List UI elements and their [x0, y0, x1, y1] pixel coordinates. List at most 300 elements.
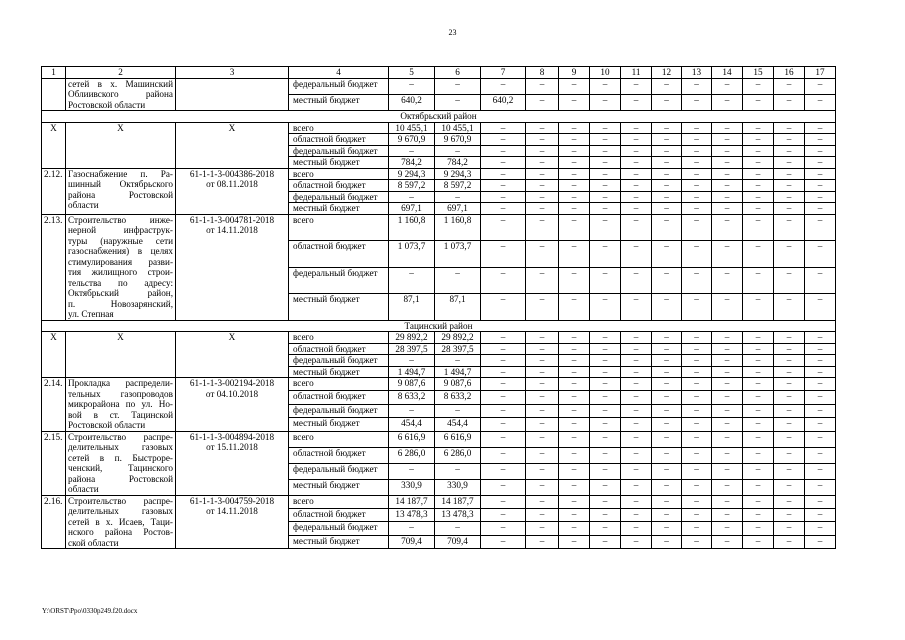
- dash-cell: –: [559, 495, 590, 508]
- dash-cell: –: [743, 479, 774, 495]
- dash-cell: –: [805, 418, 836, 431]
- value-cell: 29 892,2: [389, 332, 435, 344]
- dash-cell: –: [805, 180, 836, 192]
- dash-cell: –: [621, 294, 652, 321]
- dash-cell: –: [774, 508, 805, 521]
- value-cell: 454,4: [389, 418, 435, 431]
- dash-cell: –: [652, 94, 682, 110]
- dash-cell: –: [682, 214, 712, 241]
- item-name: [66, 431, 176, 495]
- dash-cell: –: [621, 332, 652, 344]
- dash-cell: –: [774, 145, 805, 157]
- item-name-line: туры (наружные сети: [68, 235, 173, 246]
- dash-cell: –: [621, 267, 652, 294]
- item-code: [176, 431, 289, 495]
- dash-cell: –: [805, 378, 836, 391]
- value-cell: 709,4: [435, 535, 481, 548]
- dash-cell: –: [590, 431, 621, 447]
- value-cell: –: [481, 332, 526, 344]
- item-name-line: тельства по адресу:: [68, 277, 173, 288]
- dash-cell: –: [743, 134, 774, 146]
- dash-cell: –: [743, 495, 774, 508]
- dash-cell: –: [621, 378, 652, 391]
- dash-cell: –: [621, 214, 652, 241]
- dash-cell: –: [805, 391, 836, 404]
- dash-cell: –: [526, 522, 559, 535]
- column-header: 6: [435, 67, 481, 79]
- column-header: 12: [652, 67, 682, 79]
- dash-cell: –: [682, 94, 712, 110]
- value-cell: –: [481, 122, 526, 134]
- value-cell: –: [435, 191, 481, 203]
- dash-cell: –: [805, 214, 836, 241]
- dash-cell: –: [774, 168, 805, 180]
- dash-cell: –: [805, 134, 836, 146]
- dash-cell: –: [652, 495, 682, 508]
- table-row: [42, 495, 836, 508]
- value-cell: –: [481, 157, 526, 169]
- value-cell: –: [481, 447, 526, 463]
- item-number: 2.15.: [42, 431, 66, 495]
- dash-cell: –: [743, 168, 774, 180]
- dash-cell: –: [559, 267, 590, 294]
- dash-cell: –: [712, 404, 743, 417]
- dash-cell: –: [712, 214, 743, 241]
- column-header: 17: [805, 67, 836, 79]
- value-cell: –: [389, 404, 435, 417]
- dash-cell: –: [526, 122, 559, 134]
- dash-cell: –: [590, 94, 621, 110]
- dash-cell: –: [712, 78, 743, 94]
- value-cell: 784,2: [389, 157, 435, 169]
- budget-type: областной бюджет: [289, 134, 389, 146]
- dash-cell: –: [743, 508, 774, 521]
- item-name-line: тельных газопроводов: [68, 388, 173, 399]
- value-cell: 640,2: [389, 94, 435, 110]
- dash-cell: –: [559, 508, 590, 521]
- dash-cell: –: [526, 94, 559, 110]
- budget-type: всего: [289, 214, 389, 241]
- dash-cell: –: [590, 241, 621, 268]
- dash-cell: –: [743, 378, 774, 391]
- x-cell: Х: [66, 332, 176, 378]
- item-name-line: Облиивского района: [68, 89, 173, 99]
- column-header: 14: [712, 67, 743, 79]
- dash-cell: –: [743, 343, 774, 355]
- column-header: 8: [526, 67, 559, 79]
- dash-cell: –: [682, 343, 712, 355]
- table-body: [42, 67, 836, 549]
- dash-cell: –: [712, 431, 743, 447]
- dash-cell: –: [526, 495, 559, 508]
- dash-cell: –: [526, 463, 559, 479]
- dash-cell: –: [526, 508, 559, 521]
- budget-type: областной бюджет: [289, 391, 389, 404]
- dash-cell: –: [559, 134, 590, 146]
- dash-cell: –: [682, 418, 712, 431]
- item-code: [176, 378, 289, 432]
- dash-cell: –: [652, 267, 682, 294]
- dash-cell: –: [621, 535, 652, 548]
- dash-cell: –: [526, 241, 559, 268]
- budget-type: областной бюджет: [289, 343, 389, 355]
- budget-type: местный бюджет: [289, 418, 389, 431]
- column-header: 5: [389, 67, 435, 79]
- item-name-line: п. Новозарянский,: [68, 298, 173, 309]
- dash-cell: –: [774, 191, 805, 203]
- item-name-line: Прокладка распредели-: [68, 378, 173, 388]
- table-row: [42, 378, 836, 391]
- dash-cell: –: [590, 378, 621, 391]
- budget-type: местный бюджет: [289, 203, 389, 215]
- value-cell: –: [481, 168, 526, 180]
- budget-type: всего: [289, 431, 389, 447]
- value-cell: 784,2: [435, 157, 481, 169]
- budget-type: федеральный бюджет: [289, 191, 389, 203]
- dash-cell: –: [590, 134, 621, 146]
- value-cell: 10 455,1: [435, 122, 481, 134]
- budget-type: федеральный бюджет: [289, 463, 389, 479]
- dash-cell: –: [682, 431, 712, 447]
- dash-cell: –: [805, 447, 836, 463]
- value-cell: –: [481, 134, 526, 146]
- dash-cell: –: [621, 191, 652, 203]
- dash-cell: –: [712, 180, 743, 192]
- dash-cell: –: [712, 522, 743, 535]
- dash-cell: –: [712, 343, 743, 355]
- dash-cell: –: [621, 122, 652, 134]
- dash-cell: –: [805, 343, 836, 355]
- dash-cell: –: [652, 294, 682, 321]
- dash-cell: –: [774, 366, 805, 378]
- value-cell: –: [481, 404, 526, 417]
- dash-cell: –: [652, 180, 682, 192]
- dash-cell: –: [774, 378, 805, 391]
- dash-cell: –: [621, 391, 652, 404]
- value-cell: –: [435, 355, 481, 367]
- dash-cell: –: [682, 203, 712, 215]
- dash-cell: –: [774, 241, 805, 268]
- dash-cell: –: [774, 332, 805, 344]
- dash-cell: –: [712, 168, 743, 180]
- value-cell: 8 597,2: [435, 180, 481, 192]
- dash-cell: –: [526, 355, 559, 367]
- dash-cell: –: [682, 495, 712, 508]
- item-name-line: газоснабжения) в целях: [68, 246, 173, 256]
- item-name-line: Строительство распре-: [68, 495, 173, 506]
- dash-cell: –: [559, 122, 590, 134]
- dash-cell: –: [621, 431, 652, 447]
- dash-cell: –: [559, 78, 590, 94]
- budget-type: федеральный бюджет: [289, 145, 389, 157]
- dash-cell: –: [805, 294, 836, 321]
- value-cell: –: [389, 78, 435, 94]
- item-name: [66, 78, 176, 111]
- section-title: Октябрьский район: [42, 111, 836, 123]
- value-cell: 9 670,9: [435, 134, 481, 146]
- budget-type: всего: [289, 122, 389, 134]
- value-cell: –: [435, 78, 481, 94]
- dash-cell: –: [652, 522, 682, 535]
- value-cell: –: [481, 191, 526, 203]
- value-cell: 1 073,7: [435, 241, 481, 268]
- dash-cell: –: [526, 168, 559, 180]
- value-cell: –: [435, 145, 481, 157]
- dash-cell: –: [712, 191, 743, 203]
- item-code-line: от 15.11.2018: [206, 442, 258, 452]
- dash-cell: –: [712, 134, 743, 146]
- item-code-line: 61-1-1-3-004759-2018: [189, 495, 275, 506]
- item-name-line: Строительство инже-: [68, 214, 173, 225]
- dash-cell: –: [774, 418, 805, 431]
- value-cell: 13 478,3: [435, 508, 481, 521]
- value-cell: –: [481, 180, 526, 192]
- budget-type: областной бюджет: [289, 508, 389, 521]
- item-name-line: шинный Октябрьского: [68, 179, 173, 189]
- dash-cell: –: [652, 203, 682, 215]
- dash-cell: –: [559, 203, 590, 215]
- dash-cell: –: [682, 378, 712, 391]
- dash-cell: –: [621, 479, 652, 495]
- dash-cell: –: [652, 479, 682, 495]
- item-name-line: Газоснабжение п. Ра-: [68, 168, 173, 179]
- value-cell: –: [435, 94, 481, 110]
- value-cell: –: [389, 355, 435, 367]
- dash-cell: –: [621, 168, 652, 180]
- item-code-line: от 04.10.2018: [205, 388, 259, 399]
- dash-cell: –: [590, 479, 621, 495]
- dash-cell: –: [621, 495, 652, 508]
- dash-cell: –: [682, 479, 712, 495]
- table-row: [42, 332, 836, 344]
- dash-cell: –: [682, 157, 712, 169]
- dash-cell: –: [652, 418, 682, 431]
- dash-cell: –: [682, 391, 712, 404]
- dash-cell: –: [774, 134, 805, 146]
- dash-cell: –: [682, 294, 712, 321]
- item-name-line: делительных газовых: [68, 506, 173, 516]
- value-cell: 6 616,9: [389, 431, 435, 447]
- dash-cell: –: [652, 355, 682, 367]
- dash-cell: –: [590, 168, 621, 180]
- dash-cell: –: [559, 168, 590, 180]
- dash-cell: –: [621, 447, 652, 463]
- dash-cell: –: [559, 366, 590, 378]
- dash-cell: –: [559, 447, 590, 463]
- dash-cell: –: [682, 145, 712, 157]
- dash-cell: –: [559, 180, 590, 192]
- dash-cell: –: [712, 366, 743, 378]
- value-cell: –: [389, 522, 435, 535]
- dash-cell: –: [621, 343, 652, 355]
- dash-cell: –: [682, 355, 712, 367]
- dash-cell: –: [526, 267, 559, 294]
- dash-cell: –: [774, 78, 805, 94]
- table-row: [42, 431, 836, 447]
- dash-cell: –: [559, 343, 590, 355]
- value-cell: 8 633,2: [435, 391, 481, 404]
- item-name-line: сетей в х. Исаев, Таци-: [68, 516, 173, 527]
- dash-cell: –: [590, 355, 621, 367]
- dash-cell: –: [743, 447, 774, 463]
- dash-cell: –: [621, 94, 652, 110]
- dash-cell: –: [652, 508, 682, 521]
- dash-cell: –: [712, 332, 743, 344]
- budget-type: местный бюджет: [289, 479, 389, 495]
- dash-cell: –: [652, 157, 682, 169]
- dash-cell: –: [743, 122, 774, 134]
- value-cell: –: [481, 431, 526, 447]
- dash-cell: –: [652, 168, 682, 180]
- budget-type: областной бюджет: [289, 241, 389, 268]
- dash-cell: –: [590, 366, 621, 378]
- column-header: 4: [289, 67, 389, 79]
- dash-cell: –: [774, 479, 805, 495]
- dash-cell: –: [526, 214, 559, 241]
- item-code-line: 61-1-1-3-004386-2018: [189, 168, 275, 179]
- dash-cell: –: [805, 355, 836, 367]
- item-number: [42, 78, 66, 111]
- dash-cell: –: [682, 447, 712, 463]
- dash-cell: –: [590, 418, 621, 431]
- dash-cell: –: [682, 522, 712, 535]
- dash-cell: –: [774, 495, 805, 508]
- value-cell: –: [481, 508, 526, 521]
- dash-cell: –: [526, 535, 559, 548]
- x-cell: Х: [66, 122, 176, 168]
- column-header: 7: [481, 67, 526, 79]
- value-cell: 709,4: [389, 535, 435, 548]
- value-cell: 6 286,0: [435, 447, 481, 463]
- table-row: [42, 214, 836, 241]
- header-row: [42, 67, 836, 79]
- item-code-line: от 08.11.2018: [206, 179, 258, 189]
- value-cell: –: [481, 479, 526, 495]
- dash-cell: –: [712, 122, 743, 134]
- dash-cell: –: [559, 294, 590, 321]
- dash-cell: –: [559, 404, 590, 417]
- dash-cell: –: [805, 463, 836, 479]
- dash-cell: –: [559, 535, 590, 548]
- dash-cell: –: [774, 180, 805, 192]
- dash-cell: –: [774, 94, 805, 110]
- dash-cell: –: [652, 391, 682, 404]
- dash-cell: –: [743, 267, 774, 294]
- dash-cell: –: [743, 294, 774, 321]
- dash-cell: –: [559, 214, 590, 241]
- value-cell: 9 087,6: [389, 378, 435, 391]
- item-name-line: Ростовской области: [68, 99, 146, 110]
- item-name-line: Строительство распре-: [68, 431, 173, 442]
- dash-cell: –: [526, 447, 559, 463]
- item-name-line: нерной инфраструк-: [68, 225, 173, 235]
- dash-cell: –: [682, 134, 712, 146]
- dash-cell: –: [774, 355, 805, 367]
- dash-cell: –: [526, 180, 559, 192]
- value-cell: 14 187,7: [389, 495, 435, 508]
- section-title: Тацинский район: [42, 320, 836, 332]
- dash-cell: –: [743, 366, 774, 378]
- dash-cell: –: [526, 343, 559, 355]
- item-name-line: ской области: [68, 537, 119, 548]
- dash-cell: –: [712, 94, 743, 110]
- dash-cell: –: [526, 479, 559, 495]
- section-row: [42, 111, 836, 123]
- dash-cell: –: [621, 241, 652, 268]
- dash-cell: –: [526, 378, 559, 391]
- dash-cell: –: [743, 418, 774, 431]
- value-cell: 640,2: [481, 94, 526, 110]
- value-cell: 10 455,1: [389, 122, 435, 134]
- dash-cell: –: [682, 463, 712, 479]
- dash-cell: –: [682, 366, 712, 378]
- value-cell: 9 294,3: [389, 168, 435, 180]
- value-cell: –: [435, 463, 481, 479]
- dash-cell: –: [682, 122, 712, 134]
- column-header: 1: [42, 67, 66, 79]
- dash-cell: –: [559, 157, 590, 169]
- table-row: [42, 122, 836, 134]
- value-cell: –: [481, 463, 526, 479]
- dash-cell: –: [652, 343, 682, 355]
- dash-cell: –: [682, 168, 712, 180]
- item-name: [66, 168, 176, 214]
- value-cell: –: [481, 366, 526, 378]
- dash-cell: –: [590, 391, 621, 404]
- dash-cell: –: [652, 134, 682, 146]
- column-header: 9: [559, 67, 590, 79]
- dash-cell: –: [621, 508, 652, 521]
- dash-cell: –: [743, 463, 774, 479]
- dash-cell: –: [682, 180, 712, 192]
- dash-cell: –: [559, 332, 590, 344]
- dash-cell: –: [805, 94, 836, 110]
- dash-cell: –: [712, 463, 743, 479]
- dash-cell: –: [590, 522, 621, 535]
- value-cell: 1 494,7: [435, 366, 481, 378]
- item-code-line: 61-1-1-3-004894-2018: [189, 431, 275, 442]
- dash-cell: –: [526, 332, 559, 344]
- dash-cell: –: [712, 479, 743, 495]
- dash-cell: –: [805, 366, 836, 378]
- item-name-line: Октябрьский район,: [68, 288, 173, 298]
- dash-cell: –: [774, 294, 805, 321]
- dash-cell: –: [526, 431, 559, 447]
- dash-cell: –: [590, 495, 621, 508]
- value-cell: –: [481, 145, 526, 157]
- budget-type: областной бюджет: [289, 180, 389, 192]
- dash-cell: –: [652, 122, 682, 134]
- dash-cell: –: [590, 191, 621, 203]
- item-number: 2.13.: [42, 214, 66, 320]
- dash-cell: –: [590, 267, 621, 294]
- item-name-line: района Ростовской: [68, 189, 173, 200]
- dash-cell: –: [682, 535, 712, 548]
- budget-type: всего: [289, 378, 389, 391]
- dash-cell: –: [559, 94, 590, 110]
- dash-cell: –: [559, 479, 590, 495]
- dash-cell: –: [526, 391, 559, 404]
- dash-cell: –: [526, 191, 559, 203]
- dash-cell: –: [805, 267, 836, 294]
- dash-cell: –: [743, 535, 774, 548]
- dash-cell: –: [712, 157, 743, 169]
- dash-cell: –: [559, 355, 590, 367]
- item-name-line: области: [68, 200, 99, 210]
- item-code-line: 61-1-1-3-002194-2018: [189, 378, 275, 388]
- dash-cell: –: [652, 463, 682, 479]
- budget-type: федеральный бюджет: [289, 404, 389, 417]
